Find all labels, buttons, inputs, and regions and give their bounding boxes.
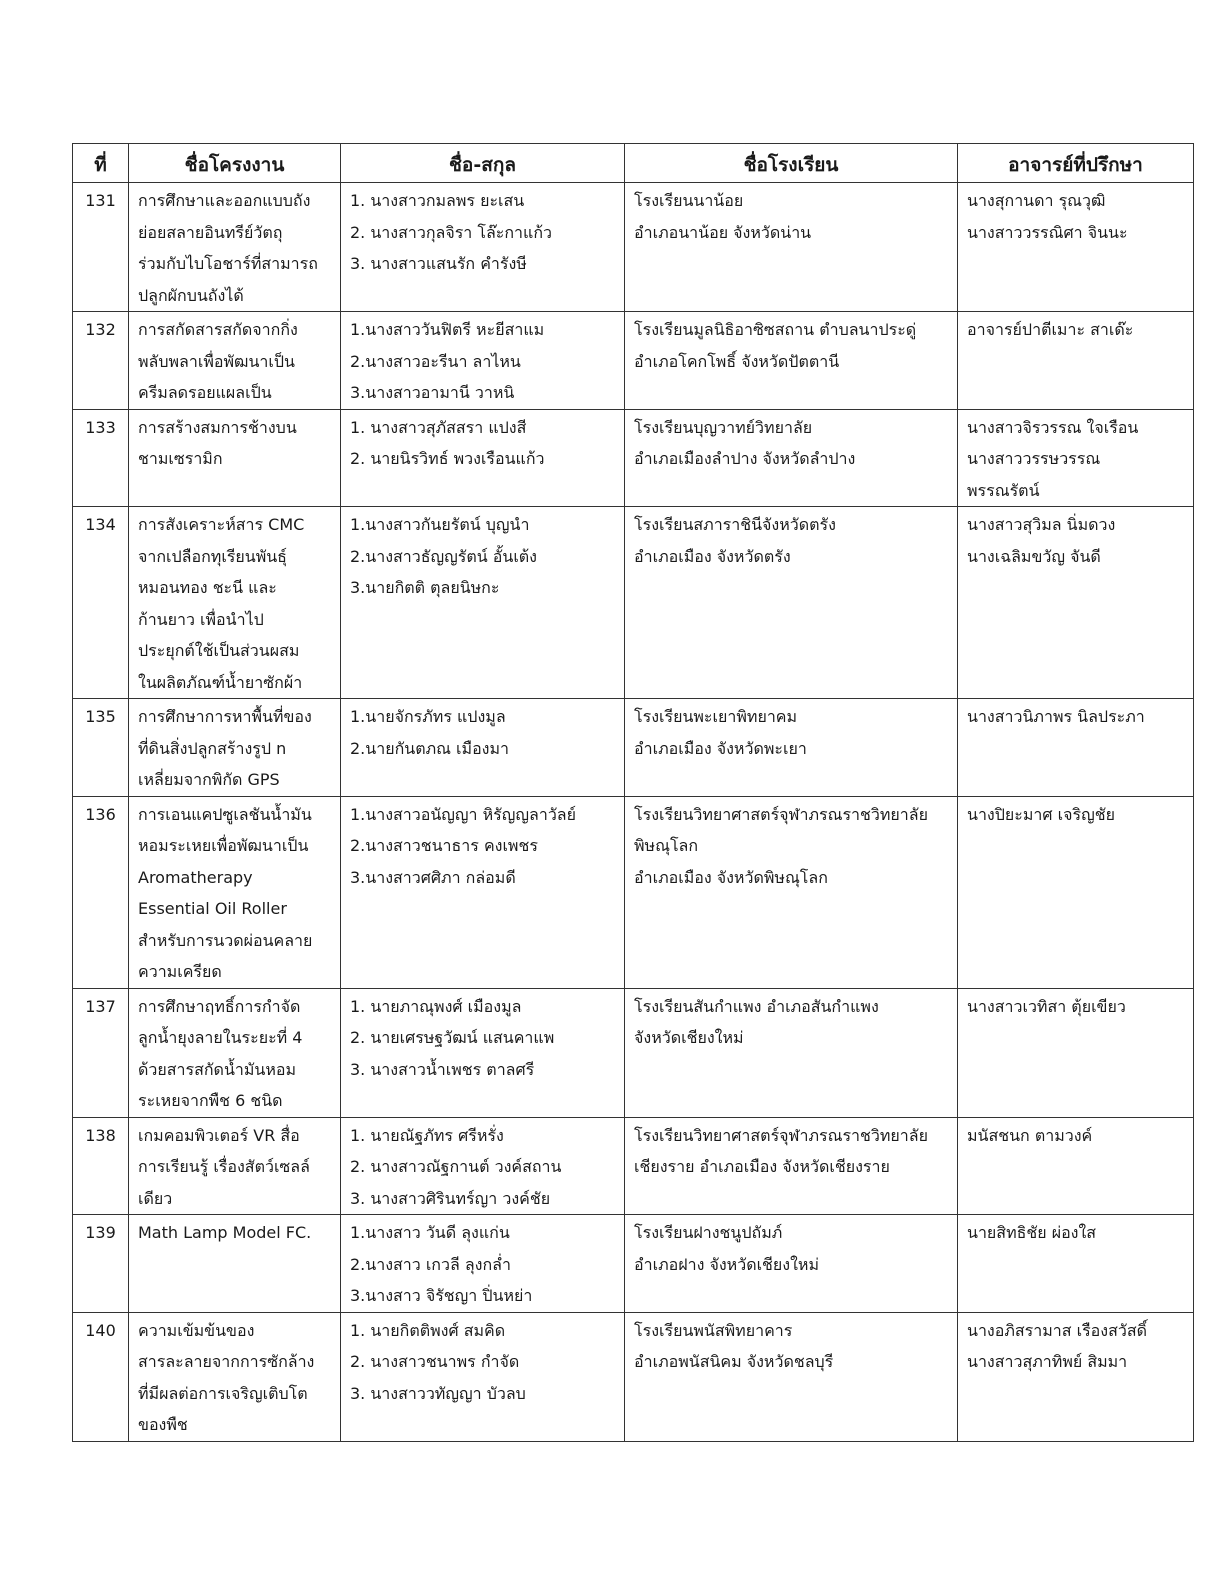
school-line: โรงเรียนสันกำแพง อำเภอสันกำแพง [634,996,879,1016]
project-name-line: หมอนทอง ชะนี และ [138,578,277,597]
school-line: โรงเรียนฝางชนูปถัมภ์ [634,1223,783,1242]
project-name-line: ด้วยสารสกัดน้ำมันหอม [138,1059,297,1079]
school-line: อำเภอเมือง จังหวัดตรัง [634,546,791,566]
advisor-cell [958,699,1194,797]
student-names-cell [341,699,625,797]
advisor-name-line: นางสาวนิภาพร นิลประภา [967,707,1145,726]
school-line: อำเภอนาน้อย จังหวัดน่าน [634,222,812,242]
project-name-line: Math Lamp Model FC. [138,1223,312,1242]
school-line: โรงเรียนพนัสพิทยาคาร [634,1320,793,1340]
student-name-line: 2.นางสาวชนาธาร คงเพชร [350,836,538,855]
student-name-line: 3.นางสาวศศิภา กล่อมดี [350,867,516,887]
school-cell [625,507,958,699]
school-cell [625,1312,958,1441]
project-name-line: เดียว [138,1188,173,1208]
project-name-line: หอมระเหยเพื่อพัฒนาเป็น [138,836,309,855]
project-name-line: เหลี่ยมจากพิกัด GPS [138,770,280,789]
table-row [73,507,1194,699]
project-name-cell [129,699,341,797]
project-name-line: ลูกน้ำยุงลายในระยะที่ 4 [138,1028,303,1047]
header-project-name: ชื่อโครงงาน [129,144,341,183]
advisor-cell [958,183,1194,312]
project-name-line: การสังเคราะห์สาร CMC [138,515,305,534]
student-name-line: 1.นางสาวอนัญญา หิรัญญลาวัลย์ [350,804,576,824]
student-name-line: 3. นางสาวศิรินทร์ญา วงค์ชัย [350,1188,551,1208]
project-name-line: การสร้างสมการช้างบน [138,417,297,437]
table-body [73,183,1194,1442]
projects-table [72,143,1194,1442]
student-name-line: 3. นางสาวน้ำเพชร ตาลศรี [350,1059,535,1079]
school-cell [625,183,958,312]
project-name-line: ของพืช [138,1415,188,1434]
row-number: 140 [73,1312,129,1441]
project-name-line: สารละลายจากการซักล้าง [138,1352,315,1371]
project-name-line: ครีมลดรอยแผลเป็น [138,383,272,402]
header-advisor: อาจารย์ที่ปรึกษา [958,144,1194,183]
student-names-cell [341,1117,625,1215]
student-name-line: 1. นางสาวสุภัสสรา แปงสี [350,417,527,437]
advisor-cell [958,409,1194,507]
school-cell [625,409,958,507]
header-school: ชื่อโรงเรียน [625,144,958,183]
table-row [73,699,1194,797]
advisor-cell [958,507,1194,699]
advisor-name-line: นางเฉลิมขวัญ จันดี [967,546,1101,566]
advisor-name-line: นางสาวเวทิสา ตุ้ยเขียว [967,996,1126,1016]
project-name-cell [129,507,341,699]
header-student-names: ชื่อ-สกุล [341,144,625,183]
student-name-line: 1. นายณัฐภัทร ศรีหรั่ง [350,1125,504,1145]
student-name-line: 2.นางสาวอะรีนา ลาไหน [350,351,521,371]
project-name-line: การศึกษาและออกแบบถัง [138,191,311,210]
school-line: เชียงราย อำเภอเมือง จังหวัดเชียงราย [634,1157,890,1176]
advisor-name-line: นางสาวจิรวรรณ ใจเรือน [967,417,1139,437]
school-line: โรงเรียนสภาราชินีจังหวัดตรัง [634,515,836,534]
table-row [73,312,1194,410]
row-number: 139 [73,1215,129,1313]
school-line: โรงเรียนนาน้อย [634,191,744,210]
project-name-line: สำหรับการนวดผ่อนคลาย [138,930,313,950]
advisor-cell [958,312,1194,410]
student-name-line: 2. นางสาวกุลจิรา โล๊ะกาแก้ว [350,222,552,242]
student-name-line: 2. นางสาวณัฐกานต์ วงค์สถาน [350,1157,562,1176]
student-names-cell [341,312,625,410]
advisor-name-line: นางสุกานดา รุณวุฒิ [967,191,1106,210]
student-name-line: 2.นางสาว เกวลี ลุงกล่ำ [350,1254,511,1274]
project-name-line: ปลูกผักบนถังได้ [138,285,244,305]
advisor-name-line: พรรณรัตน์ [967,480,1040,500]
school-cell [625,1117,958,1215]
header-number: ที่ [73,144,129,183]
advisor-cell [958,1117,1194,1215]
project-name-line: การเรียนรู้ เรื่องสัตว์เซลล์ [138,1157,310,1176]
project-name-cell [129,409,341,507]
student-name-line: 3.นางสาวอามานี วาหนิ [350,383,515,402]
student-names-cell [341,409,625,507]
school-line: โรงเรียนมูลนิธิอาซิซสถาน ตำบลนาประดู่ [634,320,917,339]
advisor-cell [958,1312,1194,1441]
table-row [73,1215,1194,1313]
project-name-line: เกมคอมพิวเตอร์ VR สื่อ [138,1125,300,1145]
project-name-line: Aromatherapy [138,867,253,887]
project-name-line: ร่วมกับไบโอชาร์ที่สามารถ [138,254,318,273]
project-name-cell [129,183,341,312]
project-name-line: ที่ดินสิ่งปลูกสร้างรูป n [138,738,287,758]
project-name-cell [129,312,341,410]
project-name-line: การศึกษาฤทธิ์การกำจัด [138,996,301,1016]
table-row [73,409,1194,507]
advisor-cell [958,1215,1194,1313]
student-names-cell [341,183,625,312]
project-name-cell [129,1117,341,1215]
row-number: 134 [73,507,129,699]
school-cell [625,1215,958,1313]
advisor-name-line: นางสาววรรณิศา จินนะ [967,222,1128,242]
row-number: 138 [73,1117,129,1215]
student-name-line: 2.นางสาวธัญญรัตน์ อั้นเต้ง [350,546,537,566]
student-name-line: 1.นางสาว วันดี ลุงแก่น [350,1223,510,1242]
project-name-line: การสกัดสารสกัดจากกิ่ง [138,320,298,339]
table-row [73,183,1194,312]
project-name-line: Essential Oil Roller [138,899,287,918]
project-name-cell [129,796,341,988]
student-name-line: 3. นางสาววทัญญา บัวลบ [350,1383,526,1403]
student-name-line: 1.นางสาววันฟิตรี หะยีสาแม [350,320,545,339]
student-names-cell [341,507,625,699]
school-line: จังหวัดเชียงใหม่ [634,1028,744,1047]
school-line: โรงเรียนวิทยาศาสตร์จุฬาภรณราชวิทยาลัย [634,804,928,824]
student-name-line: 3.นางสาว จิรัชญา ปิ่นหย่า [350,1286,533,1305]
project-name-line: การเอนแคปซูเลชันน้ำมัน [138,804,312,824]
advisor-name-line: นางปิยะมาศ เจริญชัย [967,804,1115,824]
student-names-cell [341,796,625,988]
student-names-cell [341,1215,625,1313]
project-name-line: ความเข้มข้นของ [138,1320,255,1340]
row-number: 133 [73,409,129,507]
table-header-row [73,144,1194,183]
project-name-line: การศึกษาการหาพื้นที่ของ [138,707,312,726]
advisor-name-line: นางสาววรรษวรรณ [967,449,1101,468]
school-line: อำเภอเมือง จังหวัดพะเยา [634,738,807,758]
school-line: อำเภอพนัสนิคม จังหวัดชลบุรี [634,1352,834,1371]
row-number: 136 [73,796,129,988]
table-row [73,1117,1194,1215]
project-name-line: ก้านยาว เพื่อนำไป [138,609,264,629]
project-name-line: ระเหยจากพืช 6 ชนิด [138,1091,283,1110]
table-row [73,1312,1194,1441]
advisor-name-line: นางสาวสุวิมล นิ่มดวง [967,515,1116,534]
row-number: 132 [73,312,129,410]
school-line: อำเภอเมือง จังหวัดพิษณุโลก [634,867,828,887]
school-line: โรงเรียนบุญวาทย์วิทยาลัย [634,417,813,437]
advisor-name-line: มนัสชนก ตามวงค์ [967,1125,1093,1145]
student-name-line: 1.นางสาวกันยรัตน์ บุญนำ [350,515,530,534]
project-name-line: ความเครียด [138,962,222,981]
student-name-line: 2. นายเศรษฐวัฒน์ แสนคาแพ [350,1028,555,1047]
advisor-name-line: นางสาวสุภาทิพย์ สิมมา [967,1352,1128,1371]
school-cell [625,699,958,797]
school-line: โรงเรียนวิทยาศาสตร์จุฬาภรณราชวิทยาลัย [634,1125,928,1145]
project-name-line: ในผลิตภัณฑ์น้ำยาซักผ้า [138,672,303,692]
project-name-line: จากเปลือกทุเรียนพันธุ์ [138,546,287,566]
student-name-line: 1. นางสาวกมลพร ยะเสน [350,191,525,210]
student-name-line: 1. นายกิตติพงศ์ สมคิด [350,1320,506,1340]
row-number: 137 [73,988,129,1117]
student-name-line: 2. นางสาวชนาพร กำจัด [350,1352,520,1371]
project-name-line: ชามเซรามิก [138,449,223,468]
advisor-cell [958,796,1194,988]
advisor-name-line: นายสิทธิชัย ผ่องใส [967,1223,1097,1242]
school-line: อำเภอฝาง จังหวัดเชียงใหม่ [634,1254,820,1274]
student-name-line: 3. นางสาวแสนรัก คำรังษี [350,254,527,273]
row-number: 135 [73,699,129,797]
project-name-line: พลับพลาเพื่อพัฒนาเป็น [138,351,295,371]
student-name-line: 1.นายจักรภัทร แปงมูล [350,707,506,726]
student-name-line: 3.นายกิตติ ตุลยนิษกะ [350,578,500,597]
school-line: พิษณุโลก [634,836,699,855]
table-row [73,796,1194,988]
school-line: อำเภอเมืองลำปาง จังหวัดลำปาง [634,449,856,468]
student-names-cell [341,988,625,1117]
student-name-line: 1. นายภาณุพงศ์ เมืองมูล [350,996,522,1016]
school-cell [625,988,958,1117]
advisor-name-line: นางอภิสรามาส เรืองสวัสดิ์ [967,1320,1148,1340]
student-name-line: 2. นายนิรวิทธ์ พวงเรือนแก้ว [350,449,545,468]
row-number: 131 [73,183,129,312]
project-name-line: ประยุกต์ใช้เป็นส่วนผสม [138,641,300,660]
project-name-cell [129,1312,341,1441]
project-name-cell [129,988,341,1117]
school-cell [625,796,958,988]
student-names-cell [341,1312,625,1441]
school-cell [625,312,958,410]
table-row [73,988,1194,1117]
project-name-line: ที่มีผลต่อการเจริญเติบโต [138,1383,308,1403]
project-name-line: ย่อยสลายอินทรีย์วัตถุ [138,222,283,242]
school-line: อำเภอโคกโพธิ์ จังหวัดปัตตานี [634,351,840,371]
advisor-cell [958,988,1194,1117]
project-name-cell [129,1215,341,1313]
advisor-name-line: อาจารย์ปาตีเมาะ สาเด๊ะ [967,320,1134,339]
student-name-line: 2.นายกันตภณ เมืองมา [350,738,510,758]
school-line: โรงเรียนพะเยาพิทยาคม [634,707,798,726]
